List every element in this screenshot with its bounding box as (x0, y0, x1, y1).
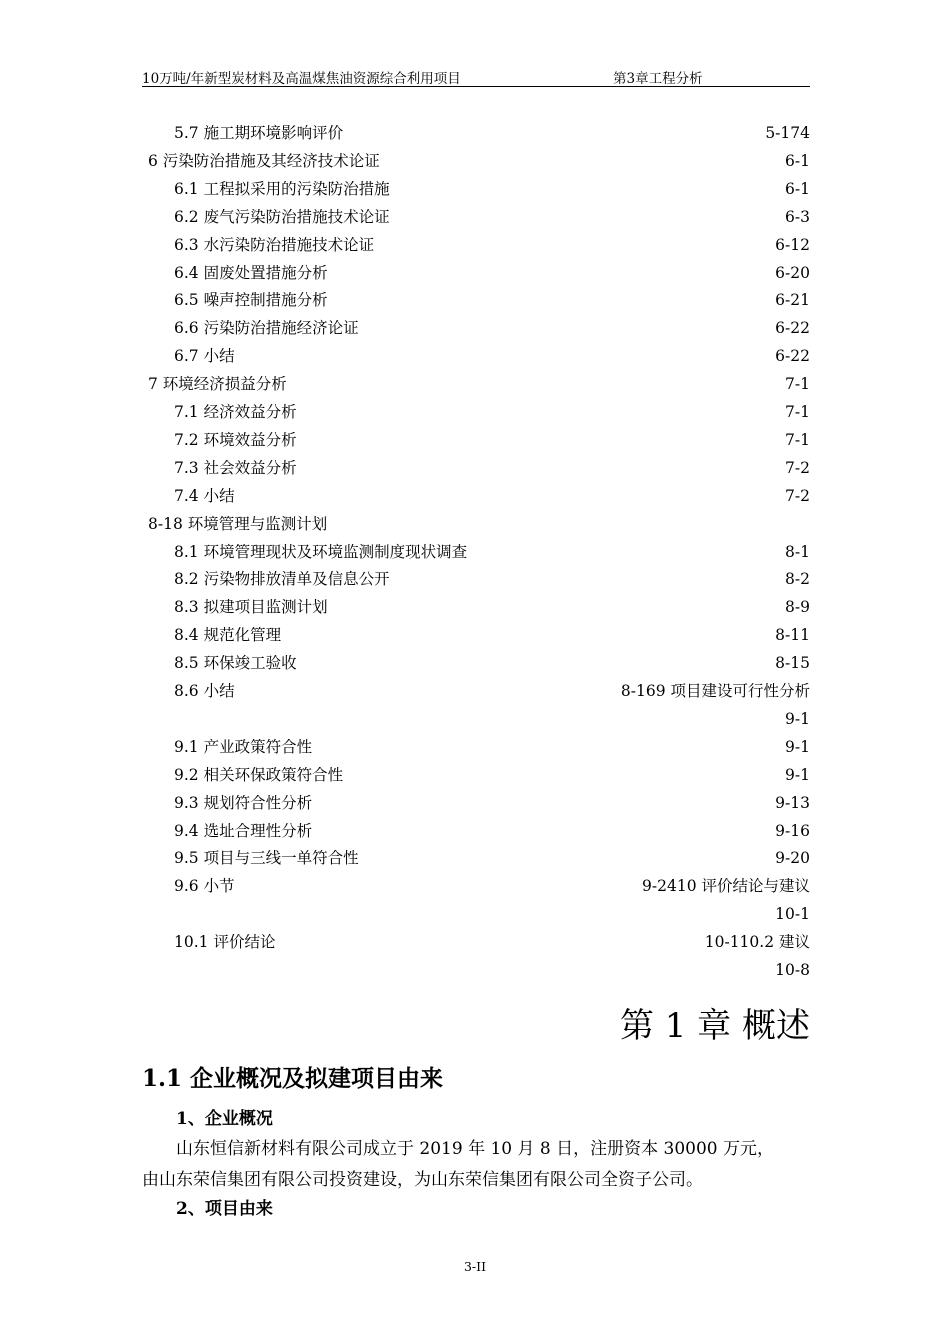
toc-entry-title: 8-18 环境管理与监测计划 (148, 515, 328, 533)
toc-entry-page: 8-9 (785, 598, 810, 616)
toc-entry-title: 7 环境经济损益分析 (148, 375, 287, 393)
chapter-title: 第 1 章 概述 (619, 1006, 810, 1046)
page-number: 3-II (463, 1259, 487, 1274)
toc-entry-title: 6.3 水污染防治措施技术论证 (174, 236, 375, 254)
toc-entry-title: 6.1 工程拟采用的污染防治措施 (174, 180, 390, 198)
toc-entry-title: 7.1 经济效益分析 (174, 403, 297, 421)
toc-entry-page: 7-1 (785, 375, 810, 393)
toc-entry-title: 6.4 固废处置措施分析 (174, 264, 328, 282)
toc-entry-title: 9.3 规划符合性分析 (174, 794, 313, 812)
toc-entry-page: 6-21 (775, 291, 810, 309)
toc-entry-title: 6 污染防治措施及其经济技术论证 (148, 152, 380, 170)
section-title: 1.1 企业概况及拟建项目由来 (142, 1065, 444, 1092)
toc-entry-title: 7.4 小结 (174, 487, 235, 505)
company-paragraph (142, 1134, 810, 1196)
header-chapter: 第3章工程分析 (613, 71, 703, 87)
toc-entry-title: 9.5 项目与三线一单符合性 (174, 849, 359, 867)
toc-entry-title: 8.5 环保竣工验收 (174, 654, 297, 672)
toc-entry-title: 9.6 小节 (174, 877, 235, 895)
toc-entry-page: 9-16 (775, 822, 810, 840)
toc-entry-title: 6.7 小结 (174, 347, 235, 365)
toc-entry-title: 8.1 环境管理现状及环境监测制度现状调查 (174, 543, 468, 561)
subheading-project-origin: 2、项目由来 (176, 1199, 273, 1219)
toc-entry-page: 9-1 (785, 710, 810, 728)
toc-entry-page: 7-2 (785, 487, 810, 505)
paragraph-line: 山东恒信新材料有限公司成立于 2019 年 10 月 8 日，注册资本 30000 万元， (176, 1139, 775, 1159)
toc-entry-page: 9-1 (785, 738, 810, 756)
toc-entry-page: 10-110.2 建议 (704, 933, 810, 951)
toc-entry-title: 6.2 废气污染防治措施技术论证 (174, 208, 390, 226)
toc-entry-title: 9.4 选址合理性分析 (174, 822, 313, 840)
toc-entry-page: 6-20 (775, 264, 810, 282)
toc-entry-title: 9.2 相关环保政策符合性 (174, 766, 344, 784)
toc-entry-page: 8-1 (785, 543, 810, 561)
toc-entry-title: 7.2 环境效益分析 (174, 431, 297, 449)
page-header (142, 64, 810, 87)
toc-entry-title: 8.6 小结 (174, 682, 235, 700)
toc-entry-page: 7-1 (785, 431, 810, 449)
toc-entry-page: 10-1 (775, 905, 810, 923)
toc-entry-page: 10-8 (775, 961, 810, 979)
toc-entry-page: 9-13 (775, 794, 810, 812)
toc-entry-page: 6-12 (775, 236, 810, 254)
subheading-company-overview: 1、企业概况 (176, 1109, 273, 1129)
toc-entry-page: 6-1 (785, 152, 810, 170)
toc-entry-title: 8.2 污染物排放清单及信息公开 (174, 570, 390, 588)
toc-entry-page: 8-11 (775, 626, 810, 644)
toc-entry-title: 9.1 产业政策符合性 (174, 738, 313, 756)
toc-entry-title: 10.1 评价结论 (174, 933, 276, 951)
toc-entry-page: 6-22 (775, 319, 810, 337)
toc-entry-title: 7.3 社会效益分析 (174, 459, 297, 477)
toc-entry-page: 8-2 (785, 570, 810, 588)
toc-entry-page: 7-1 (785, 403, 810, 421)
toc-entry-title: 5.7 施工期环境影响评价 (174, 124, 344, 142)
toc-entry-page: 6-3 (785, 208, 810, 226)
toc-entry-title: 8.4 规范化管理 (174, 626, 282, 644)
toc-entry-page: 9-20 (775, 849, 810, 867)
toc-entry-page: 6-1 (785, 180, 810, 198)
toc-entry-page: 8-169 项目建设可行性分析 (620, 682, 810, 700)
toc-entry-page: 9-2410 评价结论与建议 (642, 877, 810, 895)
toc-entry-page: 7-2 (785, 459, 810, 477)
toc-entry-page: 5-174 (765, 124, 810, 142)
toc-entry-title: 6.5 噪声控制措施分析 (174, 291, 328, 309)
header-project-title: 10万吨/年新型炭材料及高温煤焦油资源综合利用项目 (142, 71, 461, 87)
toc-entry-page: 9-1 (785, 766, 810, 784)
toc-entry-title: 8.3 拟建项目监测计划 (174, 598, 328, 616)
toc-entry-page: 6-22 (775, 347, 810, 365)
toc-entry-page: 8-15 (775, 654, 810, 672)
paragraph-line: 由山东荣信集团有限公司投资建设，为山东荣信集团有限公司全资子公司。 (142, 1170, 703, 1190)
toc-entry-title: 6.6 污染防治措施经济论证 (174, 319, 359, 337)
